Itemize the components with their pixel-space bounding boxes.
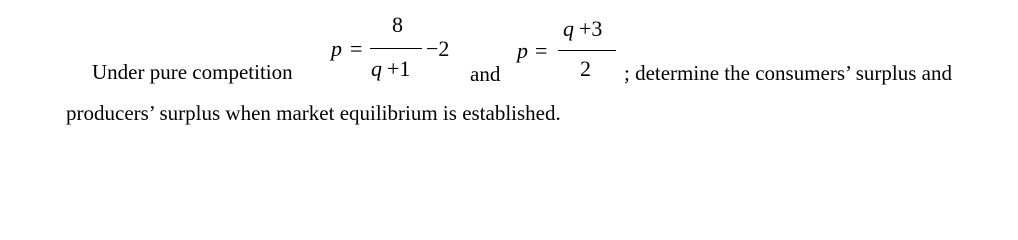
- second-line-text: producers’ surplus when market equilibrium is established.: [66, 101, 561, 125]
- eq2-fraction-bar: [558, 50, 616, 51]
- eq2-numerator-rest: +3: [579, 16, 603, 41]
- eq1-equals: =: [350, 36, 363, 61]
- eq1-lhs: p: [331, 36, 342, 61]
- eq2-numerator-variable: q: [563, 16, 574, 41]
- eq1-numerator: 8: [392, 12, 403, 37]
- tail-text: ; determine the consumers’ surplus and: [624, 61, 952, 85]
- connector-and: and: [470, 62, 501, 86]
- eq1-tail: −2: [426, 36, 450, 61]
- eq1-fraction-bar: [370, 48, 422, 49]
- eq1-denominator-rest: +1: [387, 56, 411, 81]
- eq1-denominator-variable: q: [371, 56, 382, 81]
- eq2-lhs: p: [517, 38, 528, 63]
- eq2-equals: =: [535, 38, 548, 63]
- lead-text: Under pure competition: [92, 60, 293, 84]
- eq2-denominator: 2: [580, 56, 591, 81]
